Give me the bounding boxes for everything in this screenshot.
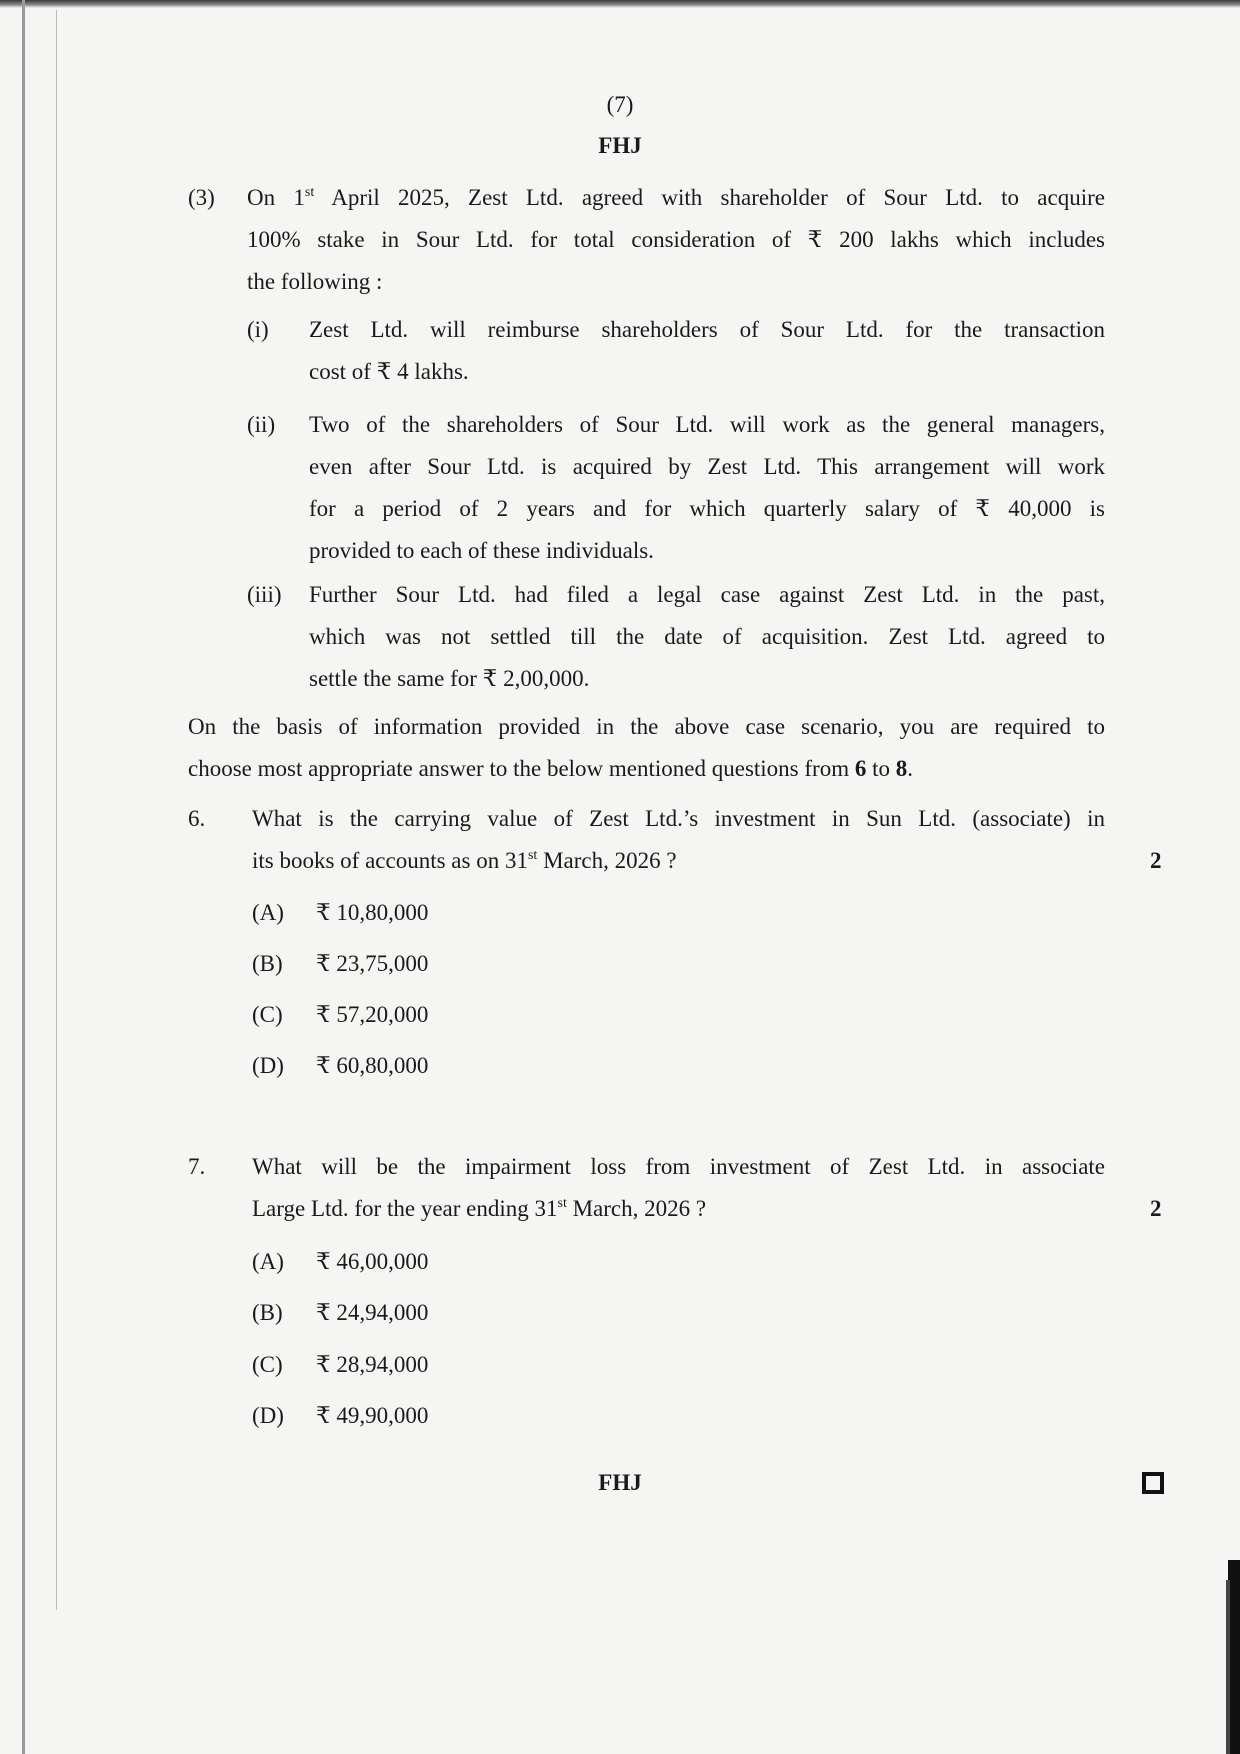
option-label: (C) [252, 1002, 283, 1027]
case-item-line: even after Sour Ltd. is acquired by Zest Ltd. This arrangement will work [309, 454, 1105, 479]
case-item-label: (iii) [247, 582, 282, 607]
option-value: ₹ 24,94,000 [316, 1300, 429, 1325]
scan-binding-line [56, 10, 57, 1610]
question-text-line-2: Large Ltd. for the year ending 31st March, 2026 ? [252, 1196, 707, 1221]
question-marks: 2 [1150, 1196, 1162, 1221]
case-item-label: (i) [247, 317, 269, 342]
option-value: ₹ 46,00,000 [316, 1249, 429, 1274]
case-item-line: settle the same for ₹ 2,00,000. [309, 666, 590, 691]
square-mark-icon [1142, 1472, 1164, 1494]
option-value: ₹ 23,75,000 [316, 951, 429, 976]
question-number: 6. [188, 806, 206, 831]
option-value: ₹ 49,90,000 [316, 1403, 429, 1428]
instruction-line-1: On the basis of information provided in the above case scenario, you are required to [188, 714, 1105, 739]
question-text-line-1: What is the carrying value of Zest Ltd.’s investment in Sun Ltd. (associate) in [252, 806, 1105, 831]
option-label: (A) [252, 1249, 284, 1274]
option-value: ₹ 57,20,000 [316, 1002, 429, 1027]
question-text-line-2: its books of accounts as on 31st March, 2026 ? [252, 848, 677, 873]
scan-top-edge [0, 0, 1240, 8]
option-value: ₹ 10,80,000 [316, 900, 429, 925]
scan-right-edge [1226, 1580, 1230, 1754]
case-item-line: which was not settled till the date of acquisition. Zest Ltd. agreed to [309, 624, 1105, 649]
case-item-line: Further Sour Ltd. had filed a legal case against Zest Ltd. in the past, [309, 582, 1105, 607]
option-label: (D) [252, 1053, 284, 1078]
question-marks: 2 [1150, 848, 1162, 873]
paper-code-footer: FHJ [598, 1470, 642, 1495]
option-value: ₹ 28,94,000 [316, 1352, 429, 1377]
option-value: ₹ 60,80,000 [316, 1053, 429, 1078]
paper-code-header: FHJ [598, 133, 642, 158]
case-item-label: (ii) [247, 412, 276, 437]
case-number: (3) [188, 185, 215, 210]
option-label: (A) [252, 900, 284, 925]
case-intro-line-3: the following : [247, 269, 383, 294]
option-label: (B) [252, 1300, 283, 1325]
page-number: (7) [606, 92, 634, 117]
case-item-line: cost of ₹ 4 lakhs. [309, 359, 469, 384]
question-text-line-1: What will be the impairment loss from investment of Zest Ltd. in associate [252, 1154, 1105, 1179]
question-number: 7. [188, 1154, 206, 1179]
case-intro-line-2: 100% stake in Sour Ltd. for total consideration of ₹ 200 lakhs which includes [247, 227, 1105, 252]
option-label: (D) [252, 1403, 284, 1428]
instruction-line-2: choose most appropriate answer to the below mentioned questions from 6 to 8. [188, 756, 913, 781]
case-item-line: for a period of 2 years and for which quarterly salary of ₹ 40,000 is [309, 496, 1105, 521]
case-item-line: Zest Ltd. will reimburse shareholders of Sour Ltd. for the transaction [309, 317, 1105, 342]
option-label: (B) [252, 951, 283, 976]
case-item-line: provided to each of these individuals. [309, 538, 654, 563]
option-label: (C) [252, 1352, 283, 1377]
case-intro-line-1: On 1st April 2025, Zest Ltd. agreed with shareholder of Sour Ltd. to acquire [247, 185, 1105, 210]
case-item-line: Two of the shareholders of Sour Ltd. will work as the general managers, [309, 412, 1105, 437]
